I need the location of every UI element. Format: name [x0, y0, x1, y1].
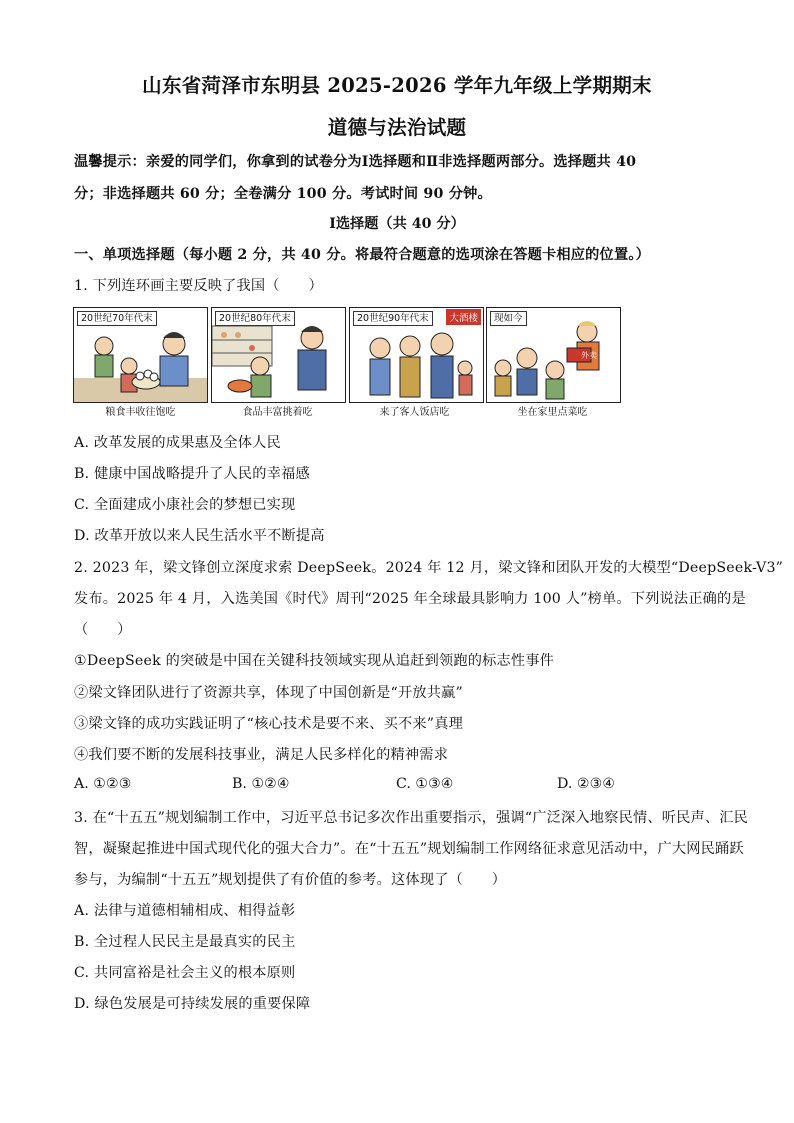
restaurant-sign: 大酒楼: [446, 309, 481, 325]
comic-era-label: 现如今: [490, 311, 527, 326]
notice-line-1: 温馨提示：亲爱的同学们，你拿到的试卷分为Ⅰ选择题和Ⅱ非选择题两部分。选择题共 40: [74, 154, 637, 170]
q2-option-d[interactable]: D. ②③④: [557, 776, 616, 792]
comic-caption: 食品丰富挑着吃: [242, 407, 313, 418]
comic-caption: 粮食丰收往饱吃: [105, 407, 176, 418]
q1-option-b[interactable]: B. 健康中国战略提升了人民的幸福感: [74, 466, 310, 482]
q2-stem-line-3: （ ）: [74, 622, 132, 638]
q3-option-d[interactable]: D. 绿色发展是可持续发展的重要保障: [74, 996, 311, 1012]
q2-item-4: ④我们要不断的发展科技事业，满足人民多样化的精神需求: [74, 747, 449, 763]
page-subtitle: 道德与法治试题: [327, 116, 467, 139]
q1-option-a[interactable]: A. 改革发展的成果惠及全体人民: [74, 435, 281, 451]
q3-stem-line-1: 3. 在“十五五”规划编制工作中，习近平总书记多次作出重要指示，强调“广泛深入地察民情、听民声、汇民: [74, 810, 749, 826]
comic-caption: 坐在家里点菜吃: [517, 407, 588, 418]
q2-item-3: ③梁文锋的成功实践证明了“核心技术是要不来、买不来”真理: [74, 716, 463, 732]
q1-stem: 1. 下列连环画主要反映了我国（ ）: [74, 278, 323, 294]
q3-stem-line-2: 智，凝聚起推进中国式现代化的强大合力”。在“十五五”规划编制工作网络征求意见活动中，广大网民踊跃: [74, 841, 744, 857]
part1-heading: 一、单项选择题（每小题 2 分，共 40 分。将最符合题意的选项涂在答题卡相应的位置。）: [74, 247, 651, 263]
q3-option-a[interactable]: A. 法律与道德相辅相成、相得益彰: [74, 903, 296, 919]
q2-option-c[interactable]: C. ①③④: [396, 776, 454, 792]
q2-item-1: ①DeepSeek 的突破是中国在关键科技领域实现从追赶到领跑的标志性事件: [74, 653, 555, 669]
q2-option-a[interactable]: A. ①②③: [74, 776, 132, 792]
q2-option-b[interactable]: B. ①②④: [232, 776, 290, 792]
comic-era-label: 20世纪70年代末: [77, 311, 157, 326]
comic-panel-1: [73, 307, 208, 403]
q3-option-b[interactable]: B. 全过程人民民主是最真实的民主: [74, 934, 296, 950]
q2-item-2: ②梁文锋团队进行了资源共享，体现了中国创新是“开放共赢”: [74, 685, 463, 701]
comic-panel-3: [349, 307, 484, 403]
page-title: 山东省菏泽市东明县 2025-2026 学年九年级上学期期末: [142, 74, 652, 97]
comic-panel-2: [211, 307, 346, 403]
comic-era-label: 20世纪90年代末: [353, 311, 433, 326]
q3-option-c[interactable]: C. 共同富裕是社会主义的根本原则: [74, 965, 296, 981]
q2-stem-line-1: 2. 2023 年，梁文锋创立深度求索 DeepSeek。2024 年 12 月，梁文锋和团队开发的大模型“DeepSeek-V3”: [74, 560, 784, 576]
q1-option-d[interactable]: D. 改革开放以来人民生活水平不断提高: [74, 528, 325, 544]
comic-panel-4: [486, 307, 621, 403]
q3-stem-line-3: 参与，为编制“十五五”规划提供了有价值的参考。这体现了（ ）: [74, 872, 507, 888]
q2-stem-line-2: 发布。2025 年 4 月，入选美国《时代》周刊“2025 年全球最具影响力 100 人”榜单。下列说法正确的是: [74, 591, 746, 607]
q1-option-c[interactable]: C. 全面建成小康社会的梦想已实现: [74, 497, 296, 513]
notice-line-2: 分；非选择题共 60 分；全卷满分 100 分。考试时间 90 分钟。: [74, 186, 492, 202]
comic-era-label: 20世纪80年代末: [215, 311, 295, 326]
delivery-sign: 外卖: [581, 351, 597, 360]
comic-caption: 来了客人饭店吃: [379, 407, 450, 418]
section-title: Ⅰ选择题（共 40 分）: [329, 216, 465, 232]
